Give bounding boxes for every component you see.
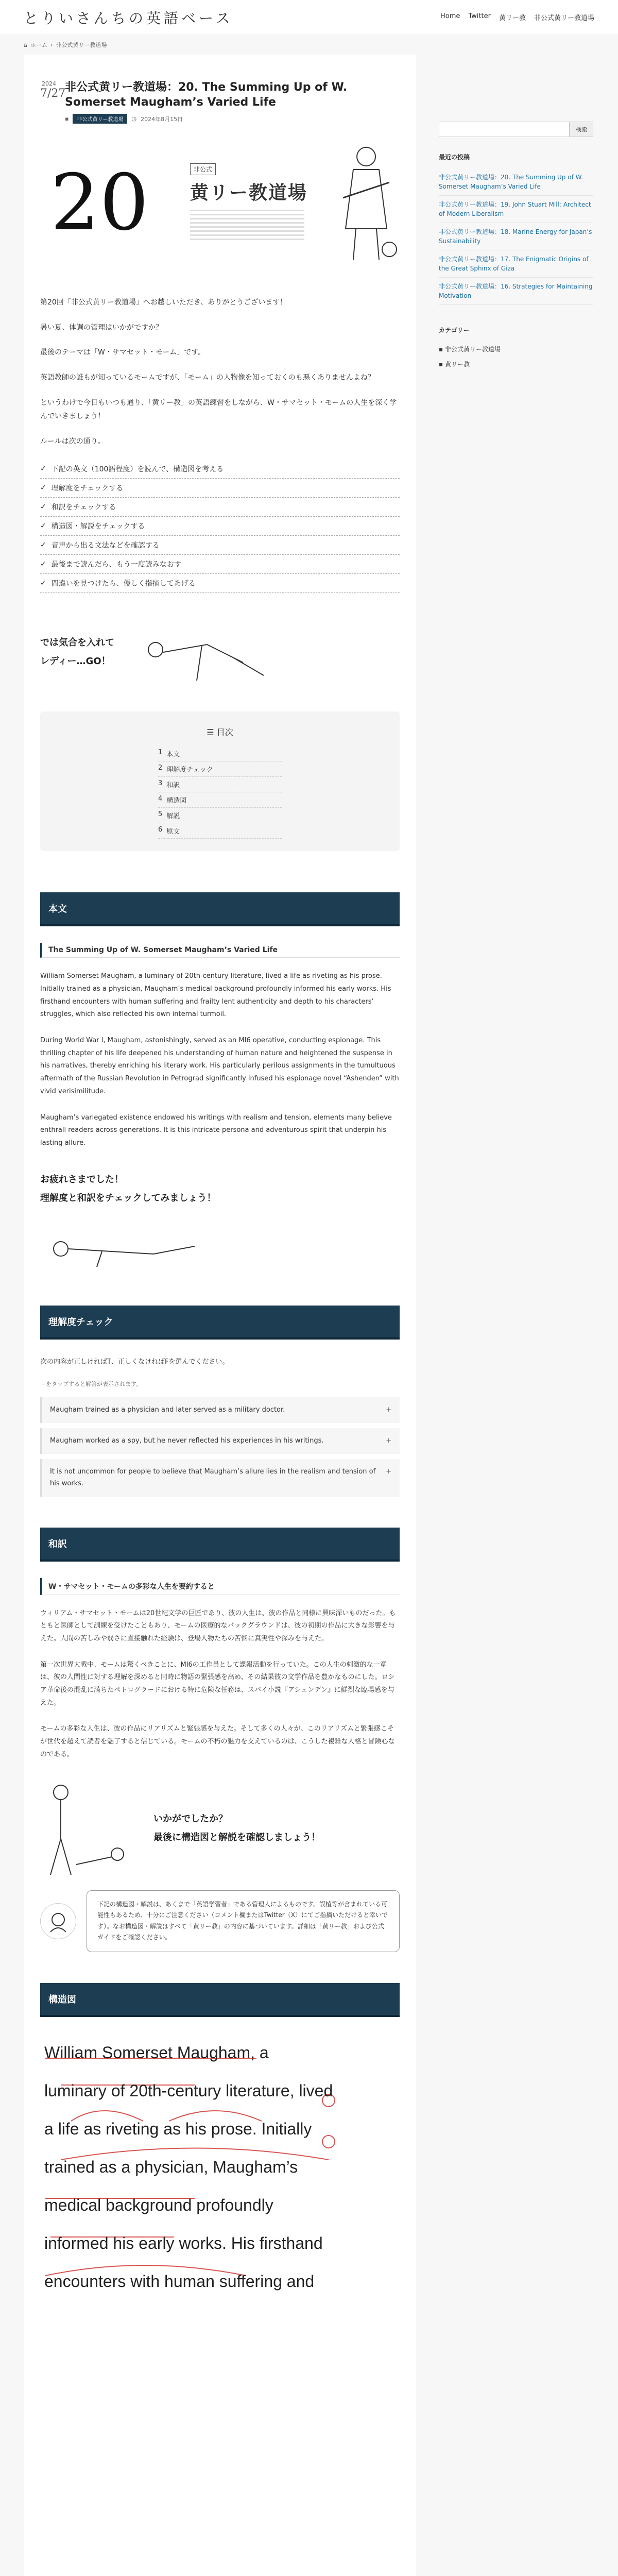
recent-post-link[interactable]: 非公式黄リー教道場：19. John Stuart Mill: Architect of Modern Liberalism [439,196,593,223]
check-icon: ✓ [40,503,46,512]
section-heading-body: 本文 [40,892,400,926]
check-note: ＋をタップすると解答が表示されます。 [40,1381,142,1388]
rules-list [40,460,400,593]
english-paragraph: Maugham’s variegated existence endowed his writings with realism and tension, elements many believe enthrall readers across generations. It is this intricate persona and adventurous spirit that underpin his lasting allure. [40,1113,392,1147]
eyecatch-text-lines [190,210,333,240]
home-icon: ⌂ [24,41,27,48]
check-icon: ✓ [40,484,46,493]
english-paragraph: During World War I, Maugham, astonishingly, served as an MI6 operative, conducting espionage. This thrilling chapter of his life deepened his understanding of human nature and heightened the suspense in his narratives, thereby enriching his literary work. His particularly perilous assignments in the tumultuous aftermath of the Russian Revolution in Petrograd significantly infused his espionage novel “Ashenden” with vivid verisimilitude. [40,1037,399,1095]
toc-item[interactable]: 1 本文 [158,746,282,761]
search-button[interactable]: 検索 [570,122,593,137]
toc-item[interactable]: 4 構造図 [158,792,282,808]
tired-illustration [40,1171,400,1275]
section-heading-translation: 和訳 [40,1528,400,1562]
recent-post-link[interactable]: 非公式黄リー教道場：18. Marine Energy for Japan’s Sustainability [439,223,593,250]
tired-text: 理解度と和訳をチェックしてみましょう！ [40,1192,216,1204]
list-item: ✓ 和訳をチェックする [40,498,400,517]
category-item[interactable]: ▪ 黄リー教 [439,361,470,368]
intro-paragraph: というわけで今日もいつも通り、「黄リー教」の英語練習をしながら、W・サマセット・モームの人生を深く学んでいきましょう！ [40,398,397,421]
note-bubble: 下記の構造図・解説は、あくまで「英語学習者」である管理人によるものです。誤植等が含まれている可能性もあるため、十分にご注意ください（コメント欄またはTwitter（X）にてご指摘いただけると幸いです）。なお構造図・解説はすべて「黄リー教」の内容に基づいています。詳細は「黄リー教」および公式ガイドをご確認ください。 [87,1890,400,1952]
category-badge[interactable]: 非公式黄リー教道場 [73,114,127,124]
recent-post-link[interactable]: 非公式黄リー教道場：20. The Summing Up of W. Somerset Maugham’s Varied Life [439,168,593,196]
plus-icon: + [386,1437,391,1445]
breadcrumb [0,35,618,55]
site-header [0,0,618,35]
recent-posts [439,168,593,305]
intro-paragraph: 第20回「非公式黄リー教道場」へお越しいただき、ありがとうございます！ [40,298,287,307]
list-item: ✓ 音声から出る文法などを確認する [40,536,400,555]
folder-icon: ▪ [65,115,69,123]
recent-post-link[interactable]: 非公式黄リー教道場：17. The Enigmatic Origins of the Great Sphinx of Giza [439,250,593,278]
toc-item[interactable]: 2 理解度チェック [158,761,282,777]
section-heading-structure: 構造図 [40,1983,400,2017]
author-note [40,1890,400,1952]
english-paragraph: William Somerset Maugham, a luminary of 20th-century literature, lived a life as riveting as his prose. Initially trained as a physician, Maugham’s medical background profoundly informed his early works. His firsthand encounters with human suffering and frailty lent authenticity and depth to his characters’ struggles, which also reflected his own internal turmoil. [40,972,391,1019]
check-icon: ✓ [40,579,46,588]
article [24,55,416,2576]
list-item: ✓ 最後まで読んだら、もう一度読みなおす [40,555,400,574]
translation-subheading: W・サマセット・モームの多彩な人生を要約すると [40,1578,400,1595]
two-people-illustration [40,1777,143,1880]
intro-paragraph: 最後のテーマは「W・サマセット・モーム」です。 [40,348,205,357]
eyecatch-title: 黄リー教道場 [190,182,307,204]
quiz-item[interactable]: Maugham trained as a physician and later served as a military doctor. + [40,1397,400,1423]
lying-person-illustration [40,1218,210,1275]
nav-kiriikyo[interactable]: 黄リー教 [499,14,526,22]
list-item: ✓ 間違いを見つけたら、優しく指摘してあげる [40,574,400,593]
section-heading-check: 理解度チェック [40,1306,400,1340]
toc-item[interactable]: 6 原文 [158,823,282,839]
recent-posts-title: 最近の投稿 [439,154,470,161]
quiz-item[interactable]: Maugham worked as a spy, but he never reflected his experiences in his writings. + [40,1428,400,1454]
check-icon: ✓ [40,522,46,531]
tired-text: お疲れさまでした！ [40,1174,124,1185]
japanese-paragraph: モームの多彩な人生は、彼の作品にリアリズムと緊張感を与えた。そして多くの人々が、このリアリズムと緊張感こそが世代を超えて読者を魅了すると信じている。モームの不朽の魅力を支えているのは、こうした複雑な人格と冒険心なのである。 [40,1725,395,1758]
post-header [40,80,400,124]
quiz-item[interactable]: It is not uncommon for people to believe that Maugham’s allure lies in the realism and tension of his works. + [40,1459,400,1496]
nav-dojo[interactable]: 非公式黄リー教道場 [534,14,594,22]
check-intro: 次の内容が正しければT、正しくなければFを選んでください。 [40,1358,229,1366]
date-month-day: 7/27 [40,87,66,100]
recent-post-link[interactable]: 非公式黄リー教道場：16. Strategies for Maintaining Motivation [439,278,593,305]
plus-icon: + [386,1468,391,1476]
diagram-line: William Somerset Maugham, a [44,2043,269,2062]
next-text: 最後に構造図と解説を確認しましょう！ [153,1832,320,1843]
cheer-illustration [40,614,400,691]
avatar [40,1903,76,1939]
nav-twitter[interactable]: Twitter [468,12,491,20]
toc-title: ☰ 目次 [207,727,233,738]
search-input[interactable] [439,122,570,137]
next-illustration [40,1777,400,1880]
page-title: 非公式黄リー教道場：20. The Summing Up of W. Somerset Maugham’s Varied Life [65,81,348,109]
structure-diagram [40,2033,400,2300]
diagram-line: luminary of 20th-century literature, lived [44,2081,333,2100]
sidebar [439,55,593,2576]
nav-home[interactable]: Home [440,12,460,20]
diagram-line: informed his early works. His firsthand [44,2233,323,2252]
search-form [439,122,593,137]
body-subheading: The Summing Up of W. Somerset Maugham’s Varied Life [40,943,400,958]
list-item: ✓ 理解度をチェックする [40,479,400,498]
intro-paragraph: 暑い夏、体調の管理はいかがですか？ [40,323,163,332]
breadcrumb-home[interactable]: ホーム [30,42,47,48]
cheer-text: レディー…GO！ [40,656,111,667]
eyecatch-image [40,136,400,270]
breadcrumb-sep: › [50,41,53,48]
samurai-illustration [333,141,400,265]
intro-paragraph: 英語教師の誰もが知っているモームですが、「モーム」の人物像を知っておくのも悪くありませんよね？ [40,373,375,382]
diagram-line: encounters with human suffering and [44,2272,315,2291]
post-meta [65,114,400,124]
folder-icon: ▪ [439,346,445,353]
post-date [40,80,66,124]
date-year: 2024 [42,80,56,87]
japanese-paragraph: 第一次世界大戦中、モームは驚くべきことに、MI6の工作員として諜報活動を行っていた。この人生の刺激的な一章は、彼の人間性に対する理解を深めると同時に物語の緊張感を高め、その結果彼の文学作品を豊かなものにした。ロシア革命後の混乱に満ちたペトログラードにおける特に危険な任務は、スパイ小説『アシェンデン』に鮮烈な臨場感を与えた。 [40,1660,395,1707]
table-of-contents [40,711,400,851]
intro-paragraph: ルールは次の通り。 [40,437,105,446]
check-icon: ✓ [40,465,46,473]
category-title: カテゴリー [439,327,470,334]
eyecatch-number: 20 [50,158,149,248]
global-nav [440,12,594,22]
next-text: いかがでしたか？ [153,1813,228,1824]
eyecatch-tag: 非公式 [190,163,216,175]
diagram-line: trained as a physician, Maugham’s [44,2157,298,2176]
category-item[interactable]: ▪ 非公式黄リー教道場 [439,346,501,353]
clock-icon: ◷ [131,115,137,123]
diagram-line: a life as riveting as his prose. Initially [44,2119,312,2138]
japanese-paragraph: ウィリアム・サマセット・モームは20世紀文学の巨匠であり、彼の人生は、彼の作品と同様に興味深いものだった。もともと医師として訓練を受けたこともあり、モームの医療的なバックグラウンドは、彼の初期の作品に大きな影響を与えた。人間の苦しみや弱さに直接触れた経験は、登場人物たちの苦悩に真実性や深みを与えた。 [40,1609,396,1643]
runner-illustration [125,614,279,691]
diagram-line: medical background profoundly [44,2195,273,2214]
check-icon: ✓ [40,541,46,550]
list-item: ✓ 構造図・解説をチェックする [40,517,400,536]
toc-item[interactable]: 5 解説 [158,808,282,823]
posted-date: 2024年8月15日 [141,115,183,123]
breadcrumb-category[interactable]: 非公式黄リー教道場 [56,42,107,48]
plus-icon: + [386,1406,391,1414]
cheer-text: では気合を入れて [40,637,114,649]
category-list [439,342,593,371]
folder-icon: ▪ [439,361,445,368]
check-icon: ✓ [40,560,46,569]
toc-item[interactable]: 3 和訳 [158,777,282,792]
list-icon: ☰ [207,727,217,738]
site-logo[interactable]: とりいさんちの英語ベース [24,9,233,27]
list-item: ✓ 下記の英文（100語程度）を読んで、構造図を考える [40,460,400,479]
